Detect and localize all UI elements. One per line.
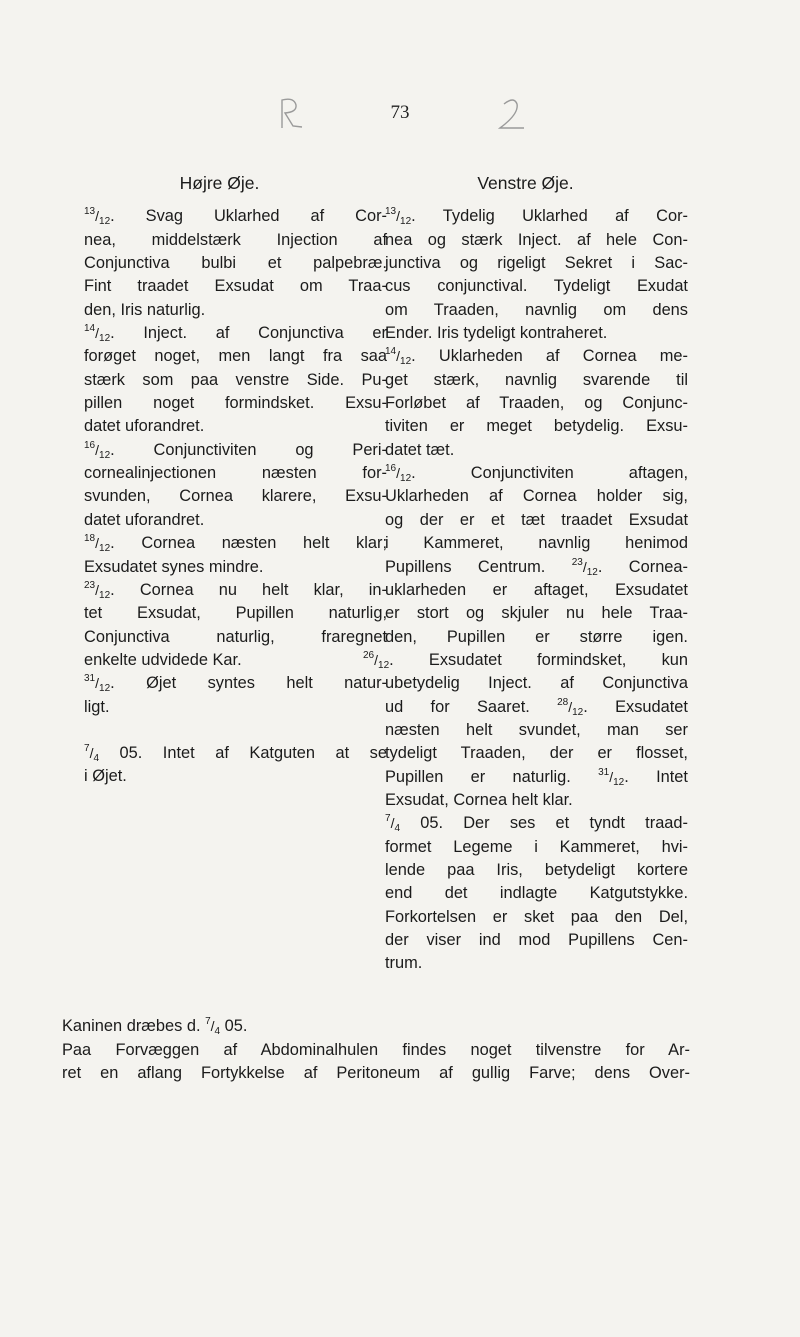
entry-right-4 [363,812,688,975]
text-fragment: / [396,465,401,482]
text-line: $^{26}/_{12}$. Exsudatet formindsket, kun [363,649,688,671]
text-line: der viser ind mod Pupillens Cen- [385,931,688,949]
date-fraction [205,1017,220,1035]
date-fraction [385,813,401,835]
text-fragment: 4 [214,1026,221,1037]
text-line: $^{18}/_{12}$. Cornea næsten helt klar; [84,533,387,555]
text-line: Exsudatet synes mindre. [84,557,264,576]
closing-paragraph [62,1015,690,1086]
text-line: datet tæt. [385,440,455,459]
text-fragment: 4 [93,752,100,764]
text-fragment: 12 [400,473,412,485]
date-fraction [363,651,389,669]
text-line: Uklarheden af Cornea holder sig, [385,487,688,506]
text-fragment: 13 [84,206,96,218]
text-fragment: 12 [99,589,111,601]
text-fragment: 26 [363,649,375,661]
date-fraction [385,206,412,228]
text-fragment: 7 [385,813,391,825]
text-fragment: 12 [613,776,625,788]
text-line: Forkortelsen er sket paa den Del, [385,907,688,926]
entry-left-4 [62,532,387,579]
text-line: den, Iris naturlig. [84,300,206,319]
date-fraction [84,744,99,762]
entry-left-6 [62,672,387,719]
text-line: Ender. Iris tydeligt kontraheret. [385,324,608,343]
closing-line-3: ret en aflang Fortykkelse af Peritoneum af gullig Farve; dens Over- [62,1064,690,1082]
text-line: get stærk, navnlig svarende til [385,370,688,389]
text-line: i Øjet. [84,767,127,786]
text-line: $^{14}/_{12}$. Inject. af Conjunctiva er [84,323,387,345]
closing-line-2: Paa Forvæggen af Abdominalhulen findes noget tilvenstre for Ar- [62,1040,690,1059]
text-line: er stort og skjuler nu hele Traa- [385,604,688,623]
column-left-eye [363,172,688,976]
text-fragment: 12 [586,566,598,578]
text-line: enkelte udvidede Kar. [84,650,242,669]
date-fraction [84,206,111,228]
text-line: formet Legeme i Kammeret, hvi- [385,837,688,856]
text-fragment: / [582,558,587,575]
text-fragment: 12 [400,356,412,368]
text-fragment: / [95,208,100,225]
text-fragment: 14 [385,346,397,358]
text-line: Pupillen er naturlig. $^{31}/_{12}$. Intet [385,766,688,788]
text-line: i Kammeret, navnlig henimod [385,534,688,553]
text-line: end det indlagte Katgutstykke. [385,884,688,903]
text-fragment: 4 [394,823,401,835]
text-fragment: / [95,441,100,458]
text-line: datet uforandret. [84,510,205,529]
text-line: $^{16}/_{12}$. Conjunctiviten og Peri- [84,439,387,461]
text-line: trum. [385,954,423,973]
text-line: $^7/_4$ 05. Intet af Katguten at se [84,742,387,764]
text-line: junctiva og rigeligt Sekret i Sac- [385,254,688,273]
text-line: uklarheden er aftaget, Exsudatet [385,580,688,599]
text-line: $^{16}/_{12}$. Conjunctiviten aftagen, [385,463,688,485]
entry-left-5 [62,579,390,672]
text-line: pillen noget formindsket. Exsu- [84,394,387,413]
text-fragment: 12 [99,449,111,461]
text-fragment: / [568,698,573,715]
entry-right-1 [363,205,688,345]
page-number: 73 [390,102,410,123]
text-line: Pupillens Centrum. $^{23}/_{12}$. Cornea- [385,556,689,578]
text-fragment: / [396,208,401,225]
text-line: Conjunctiva bulbi et palpebræ. [84,254,387,273]
text-fragment: 12 [99,543,111,555]
text-fragment: 23 [571,556,583,568]
text-line: cornealinjectionen næsten for- [84,464,387,483]
closing-line-1: Kaninen dræbes d. $^7/_4$ 05. [62,1016,248,1037]
text-fragment: 12 [99,216,111,228]
text-line: om Traaden, navnlig om dens [385,300,688,319]
text-line: Conjunctiva naturlig, fraregnet [84,627,387,646]
text-line: nea og stærk Inject. af hele Con- [385,230,688,249]
text-fragment: / [95,535,100,552]
text-line: forøget noget, men langt fra saa [84,347,387,366]
text-line: cus conjunctival. Tydeligt Exudat [385,277,688,296]
date-fraction [84,533,111,555]
text-fragment: 18 [84,533,96,545]
date-fraction [84,441,110,459]
date-fraction [385,463,412,485]
date-fraction [84,323,111,345]
column-right-eye [62,172,390,789]
text-line: datet uforandret. [84,417,205,436]
text-fragment: 31 [84,673,96,685]
text-fragment: 16 [385,463,397,475]
date-fraction [385,346,412,368]
text-line: $^7/_4$ 05. Der ses et tyndt traad- [385,813,688,835]
date-fraction [84,581,110,599]
text-line: næsten helt svundet, man ser [385,720,688,739]
text-line: tet Exsudat, Pupillen naturlig, [84,604,387,623]
entry-left-2 [62,322,387,439]
text-fragment: / [374,651,379,668]
text-fragment: / [609,768,614,785]
column-heading-right-eye: Højre Øje. [179,173,260,193]
text-line: nea, middelstærk Injection af [84,230,387,249]
text-fragment: 14 [84,323,96,335]
text-line: ud for Saaret. $^{28}/_{12}$. Exsudatet [385,696,688,718]
text-line: $^{14}/_{12}$. Uklarheden af Cornea me- [385,346,688,368]
text-fragment: / [89,744,94,761]
text-line: $^{23}/_{12}$. Cornea nu helt klar, in- [84,579,387,601]
text-line: stærk som paa venstre Side. Pu- [84,370,387,389]
text-fragment: / [95,581,100,598]
text-fragment: 16 [84,439,96,451]
entry-left-7 [62,742,387,789]
column-heading-left-eye: Venstre Øje. [477,173,574,193]
text-line: $^{31}/_{12}$. Øjet syntes helt natur- [84,673,387,695]
text-fragment: / [396,348,401,365]
date-fraction [598,768,624,786]
text-fragment: 12 [99,683,111,695]
text-fragment: / [95,325,100,342]
entry-left-1 [62,205,387,322]
text-fragment: / [390,815,395,832]
text-fragment: 12 [378,659,390,671]
text-line: den, Pupillen er større igen. [385,627,688,646]
text-fragment: 12 [99,333,111,345]
text-fragment: 28 [557,696,569,708]
text-line: Fint traadet Exsudat om Traa- [84,277,387,296]
text-line: $^{13}/_{12}$. Svag Uklarhed af Cor- [84,206,387,228]
text-fragment: / [95,675,100,692]
text-line: ubetydelig Inject. af Conjunctiva [385,674,688,693]
text-fragment: 7 [205,1016,211,1027]
text-line: ligt. [84,697,110,716]
text-fragment: 12 [400,216,412,228]
text-fragment: / [210,1018,215,1034]
text-line: tiviten er meget betydelig. Exsu- [385,417,688,436]
text-line: og der er et tæt traadet Exsudat [385,510,688,529]
entry-right-2 [363,345,688,462]
date-fraction [84,673,111,695]
text-line: tydeligt Traaden, der er flosset, [385,744,688,763]
entry-right-3 [363,462,688,812]
text-line: lende paa Iris, betydeligt kortere [385,860,688,879]
text-fragment: 23 [84,579,96,591]
text-fragment: 31 [598,766,610,778]
entry-left-3 [62,439,387,532]
text-line: Forløbet af Traaden, og Conjunc- [385,394,688,413]
date-fraction [557,698,583,716]
text-fragment: 13 [385,206,397,218]
text-line: svunden, Cornea klarere, Exsu- [84,487,387,506]
text-line: Exsudat, Cornea helt klar. [385,790,573,809]
text-fragment: 12 [572,706,584,718]
date-fraction [572,558,598,576]
text-fragment: 7 [84,742,90,754]
text-line: $^{13}/_{12}$. Tydelig Uklarhed af Cor- [385,206,688,228]
